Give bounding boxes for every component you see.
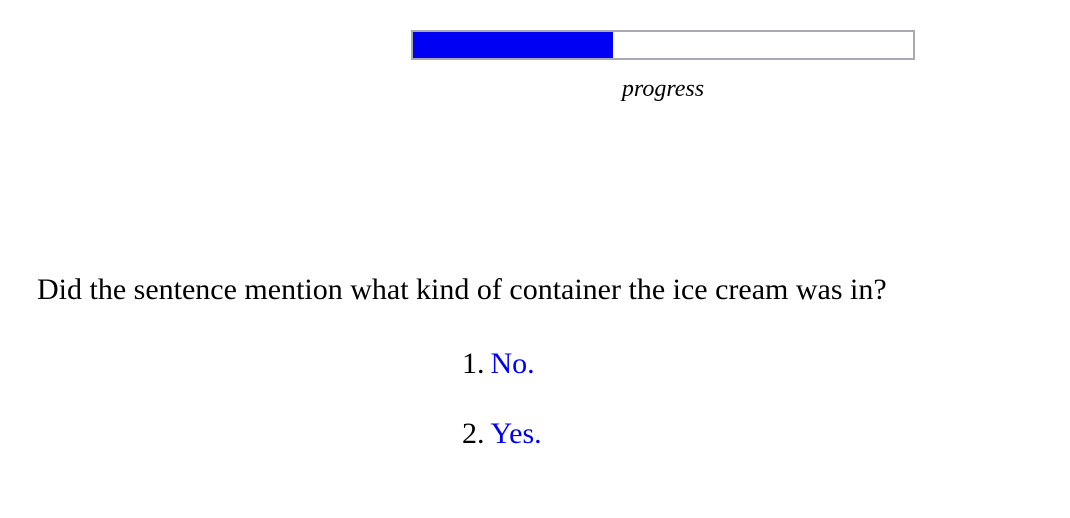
question-text: Did the sentence mention what kind of container the ice cream was in? <box>37 273 887 306</box>
answer-item-no <box>462 344 542 414</box>
answer-number: 2. <box>462 417 485 450</box>
progress-label: progress <box>621 76 705 102</box>
answer-yes-link[interactable]: Yes. <box>490 417 542 450</box>
progress-bar <box>411 30 915 60</box>
progress-fill <box>413 32 613 58</box>
answer-number: 1. <box>462 347 485 380</box>
answer-list <box>462 344 542 484</box>
answer-no-link[interactable]: No. <box>490 347 535 380</box>
answer-item-yes <box>462 414 542 484</box>
